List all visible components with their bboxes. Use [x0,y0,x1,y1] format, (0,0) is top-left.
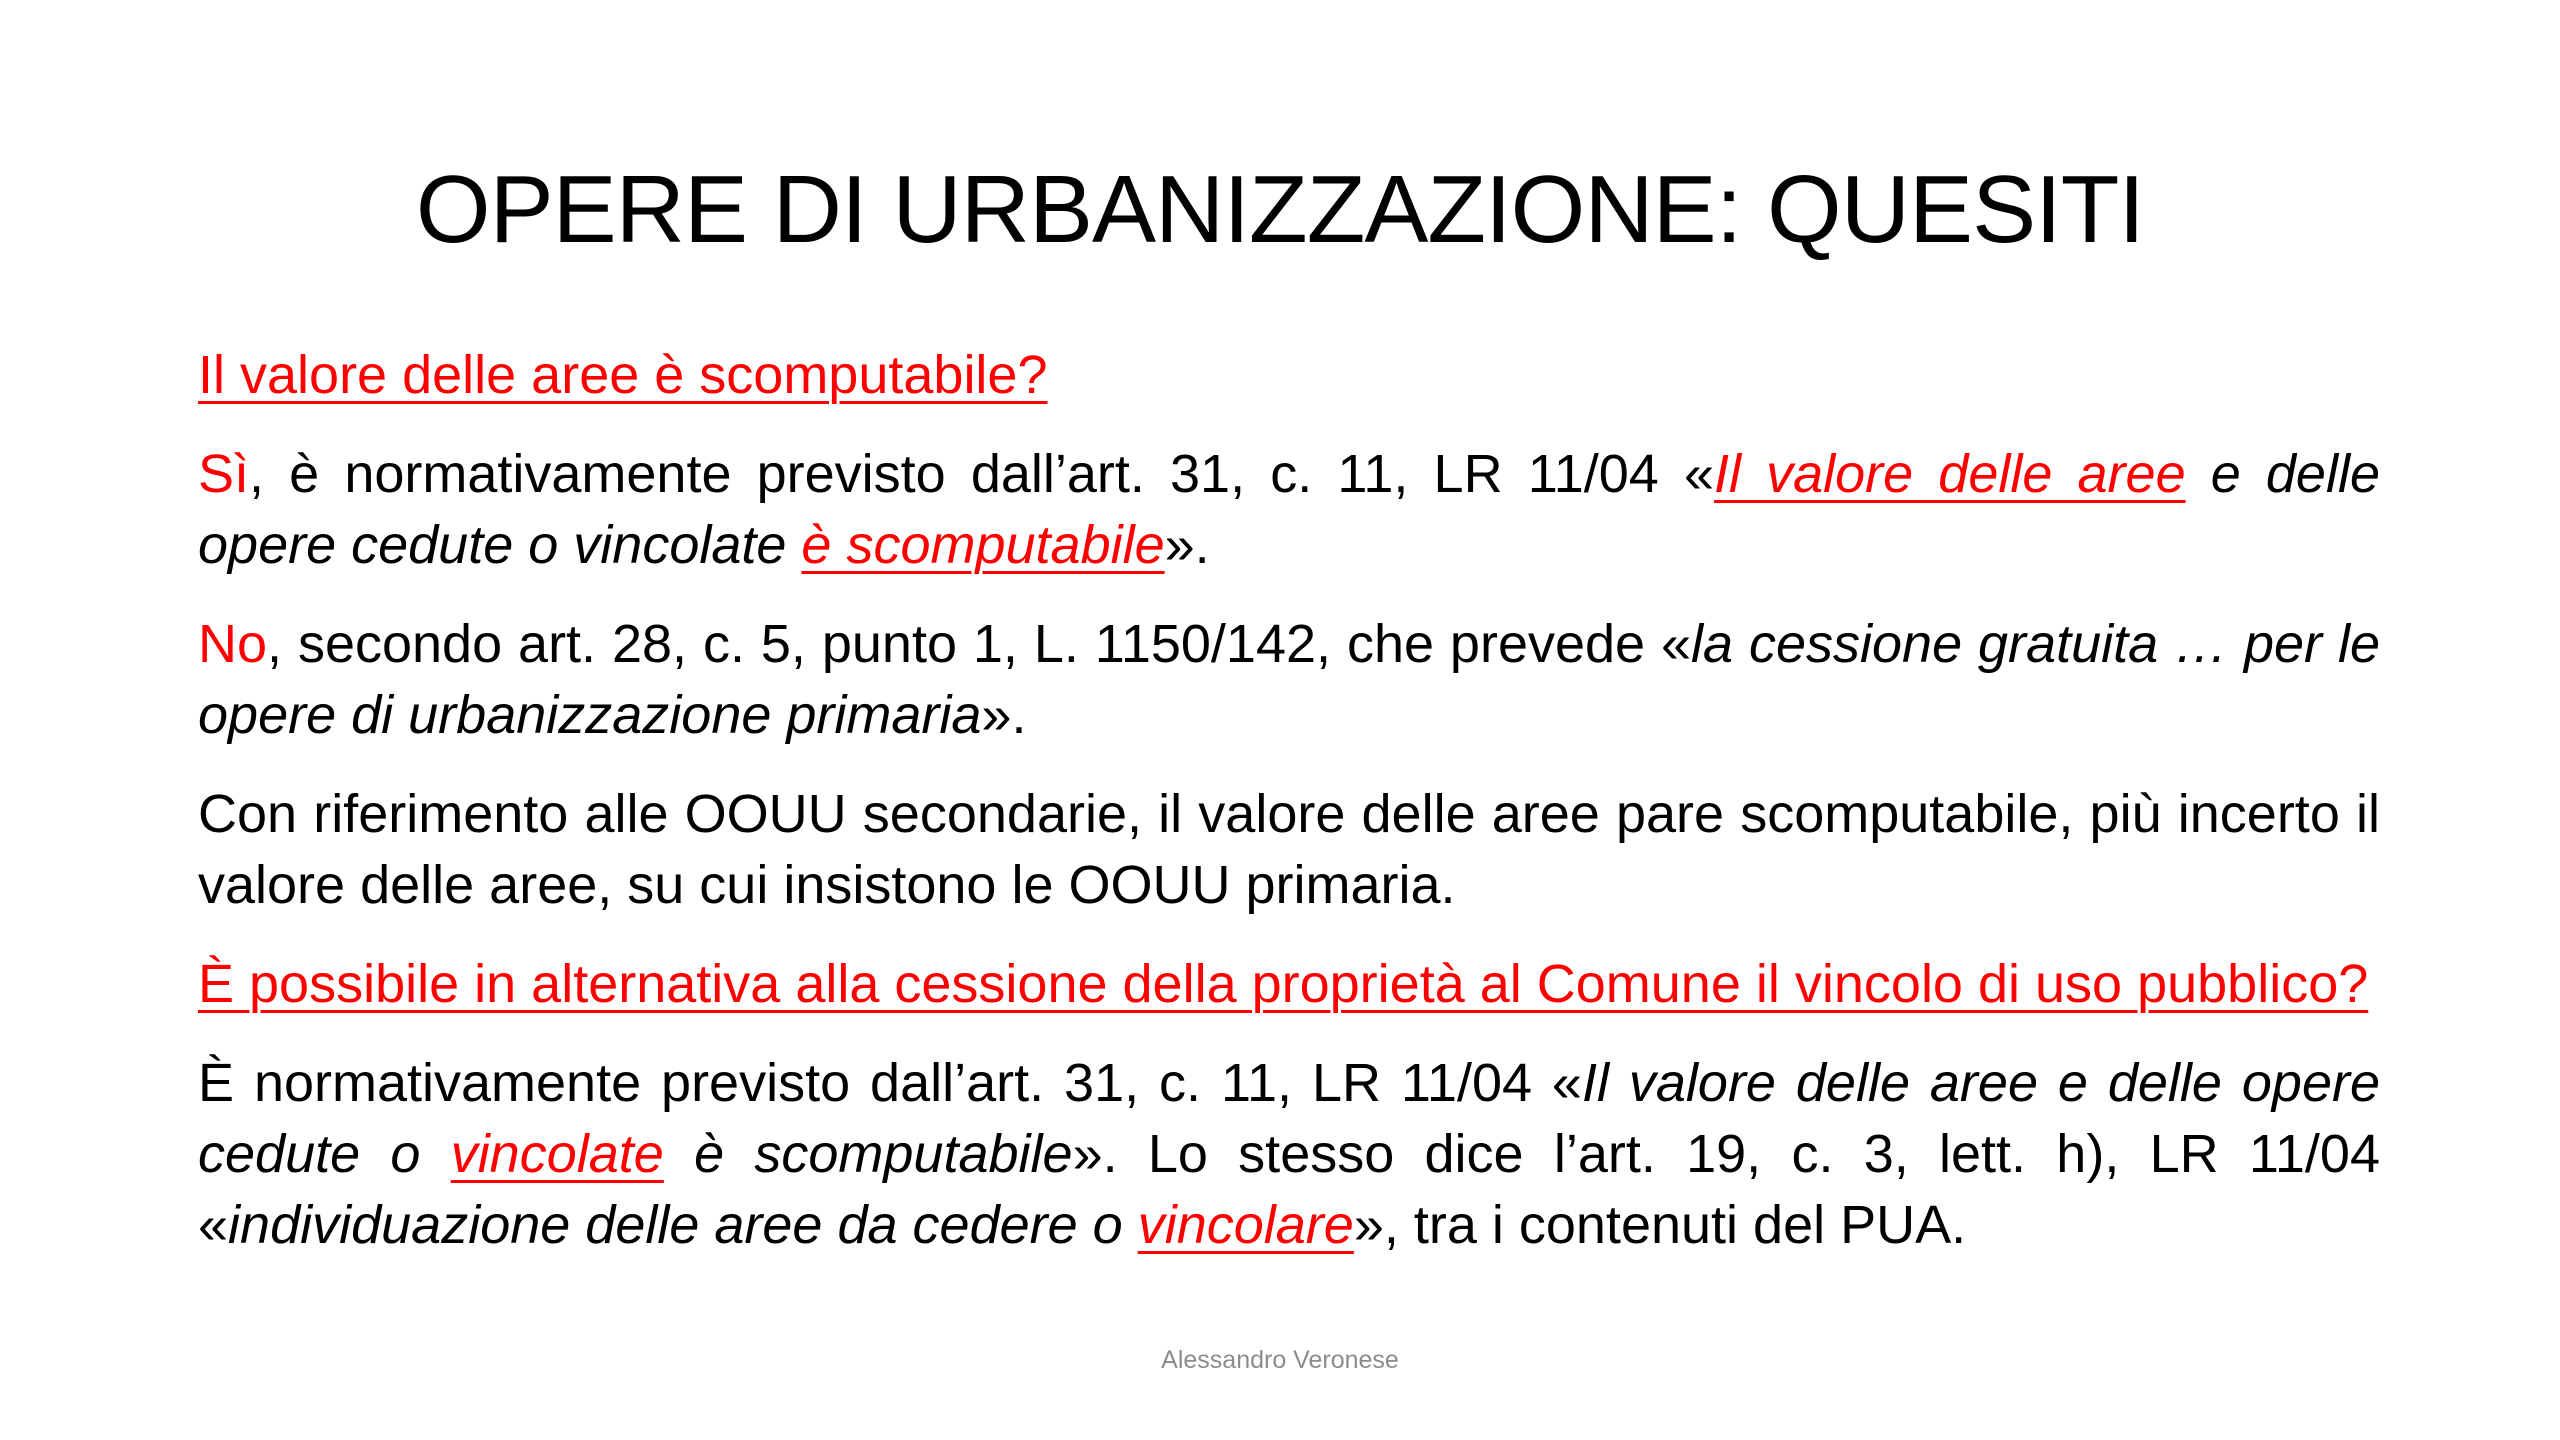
answer-vincolo-quote-3: individuazione delle aree da cedere o [228,1195,1138,1255]
answer-vincolo-highlight-2: vincolare [1137,1195,1354,1255]
answer-no-label: No [198,614,268,674]
answer-yes-end: ». [1164,515,1210,575]
answer-vincolo-text-1: È normativamente previsto dall’art. 31, c. 11, LR 11/04 « [198,1053,1582,1113]
answer-yes-label: Sì [198,444,250,504]
answer-no-text: , secondo art. 28, c. 5, punto 1, L. 1150/142, che prevede « [267,614,1692,674]
secondary-note: Con riferimento alle OOUU secondarie, il valore delle aree pare scomputabile, più incerto il valore delle aree, su cui insistono le OOUU primaria. [198,784,2380,915]
answer-yes-text: , è normativamente previsto dall’art. 31, c. 11, LR 11/04 « [249,444,1714,504]
answer-yes-quote-highlight-1: Il valore delle aree [1713,444,2186,504]
question-2 [198,949,2380,1020]
answer-no-end: ». [981,685,1027,745]
answer-vincolo-quote-1: Il valore delle aree e delle opere cedute o [198,1053,2380,1184]
question-1 [198,340,2380,411]
slide-footer-author: Alessandro Veronese [1161,1346,1399,1374]
slide-title: OPERE DI URBANIZZAZIONE: QUESITI [415,156,2145,263]
answer-yes [198,439,2380,581]
slide-content [198,340,2380,1289]
answer-yes-quote-highlight-2: è scomputabile [801,515,1165,575]
answer-yes-quote: e delle opere cedute o vincolate [198,444,2380,575]
answer-vincolo-highlight-1: vincolate [450,1124,664,1184]
answer-vincolo-text-3: », tra i contenuti del PUA. [1353,1195,1967,1255]
answer-no [198,609,2380,751]
answer-vincolo [198,1048,2380,1261]
answer-no-quote: la cessione gratuita … per le opere di urbanizzazione primaria [198,614,2380,745]
question-1-text: Il valore delle aree è scomputabile? [198,345,1048,405]
question-2-text: È possibile in alternativa alla cessione della proprietà al Comune il vincolo di uso pubblico? [198,954,2369,1014]
answer-vincolo-text-2: ». Lo stesso dice l’art. 19, c. 3, lett. h), LR 11/04 « [198,1124,2380,1255]
answer-vincolo-quote-2: è scomputabile [663,1124,1073,1184]
